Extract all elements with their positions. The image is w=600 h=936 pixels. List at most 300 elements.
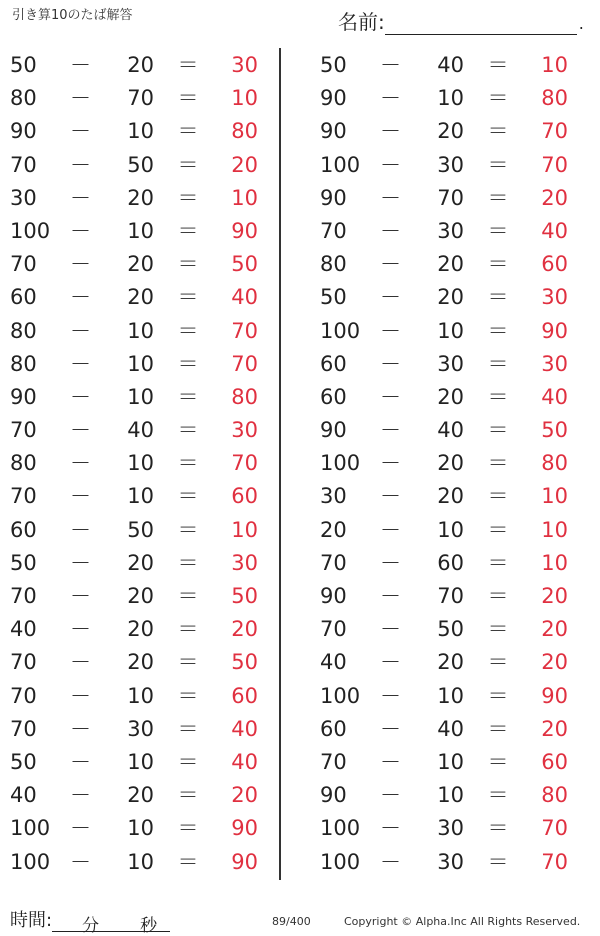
problem-row [10, 546, 260, 579]
problem-row [10, 513, 260, 546]
equals-sign: ＝ [487, 351, 509, 376]
minus-sign: － [70, 53, 91, 77]
minus-sign: － [70, 351, 91, 376]
subtrahend: 20 [127, 783, 154, 808]
minus-sign: － [70, 451, 91, 476]
copyright-notice: Copyright © Alpha.Inc All Rights Reserved. [344, 915, 581, 928]
equals-sign: ＝ [487, 749, 509, 774]
minus-sign: － [70, 484, 91, 509]
subtrahend: 40 [127, 418, 154, 443]
subtrahend: 60 [437, 550, 464, 575]
equals-sign: ＝ [177, 517, 199, 542]
answer: 70 [231, 318, 258, 343]
name-field [338, 6, 584, 35]
subtrahend: 20 [127, 185, 154, 210]
equals-sign: ＝ [487, 617, 509, 642]
subtrahend: 20 [437, 650, 464, 675]
minus-sign: － [380, 53, 401, 77]
problem-row [320, 745, 570, 778]
minus-sign: － [380, 783, 401, 808]
minuend: 70 [10, 152, 37, 177]
minuend: 70 [10, 584, 37, 608]
minus-sign: － [380, 218, 401, 243]
equals-sign: ＝ [487, 484, 509, 509]
answer: 80 [231, 384, 258, 409]
subtrahend: 20 [127, 53, 154, 77]
minuend: 90 [10, 384, 37, 409]
minuend: 80 [320, 252, 347, 277]
answer: 70 [541, 152, 568, 177]
problem-row [320, 347, 570, 380]
minuend: 50 [320, 285, 347, 310]
subtrahend: 10 [127, 484, 154, 509]
minus-sign: － [380, 550, 401, 575]
problem-row [10, 148, 260, 181]
problem-row [320, 81, 570, 114]
equals-sign: ＝ [177, 384, 199, 409]
problem-row [320, 811, 570, 844]
subtrahend: 10 [437, 683, 464, 708]
subtrahend: 50 [127, 152, 154, 177]
minus-sign: － [380, 119, 401, 144]
problem-row [320, 479, 570, 512]
minus-sign: － [380, 451, 401, 476]
equals-sign: ＝ [177, 716, 199, 741]
seconds-label: 秒 [140, 916, 158, 936]
minuend: 70 [10, 484, 37, 509]
minus-sign: － [70, 716, 91, 741]
subtrahend: 30 [437, 816, 464, 841]
minuend: 90 [320, 185, 347, 210]
minuend: 90 [320, 418, 347, 443]
equals-sign: ＝ [177, 53, 199, 77]
minuend: 50 [10, 749, 37, 774]
minus-sign: － [380, 716, 401, 741]
minus-sign: － [70, 218, 91, 243]
problem-row [10, 845, 260, 878]
equals-sign: ＝ [177, 119, 199, 144]
problem-row [10, 81, 260, 114]
column-divider [279, 48, 281, 880]
subtrahend: 20 [437, 252, 464, 277]
minuend: 40 [320, 650, 347, 675]
equals-sign: ＝ [177, 285, 199, 310]
minuend: 60 [320, 716, 347, 741]
minuend: 100 [320, 816, 361, 841]
answer: 70 [231, 451, 258, 476]
problem-row [320, 314, 570, 347]
answer: 40 [541, 384, 568, 409]
answer: 20 [541, 650, 568, 675]
subtrahend: 10 [437, 318, 464, 343]
equals-sign: ＝ [487, 384, 509, 409]
minus-sign: － [380, 849, 401, 874]
subtrahend: 10 [437, 783, 464, 808]
subtrahend: 20 [437, 484, 464, 509]
minuend: 80 [10, 351, 37, 376]
subtrahend: 10 [127, 384, 154, 409]
equals-sign: ＝ [177, 418, 199, 443]
subtrahend: 10 [437, 517, 464, 542]
subtrahend: 20 [437, 285, 464, 310]
minus-sign: － [70, 285, 91, 310]
problem-row [10, 314, 260, 347]
subtrahend: 20 [127, 650, 154, 675]
minuend: 50 [10, 53, 37, 77]
equals-sign: ＝ [177, 86, 199, 111]
equals-sign: ＝ [177, 218, 199, 243]
answer: 50 [231, 584, 258, 608]
minus-sign: － [70, 783, 91, 808]
equals-sign: ＝ [487, 550, 509, 575]
equals-sign: ＝ [487, 418, 509, 443]
answer: 30 [231, 418, 258, 443]
minuend: 50 [10, 550, 37, 575]
worksheet-title: 引き算10のたば解答 [12, 8, 133, 23]
problem-row [320, 247, 570, 280]
subtrahend: 20 [127, 252, 154, 277]
problem-row [320, 579, 570, 612]
minuend: 80 [10, 451, 37, 476]
answer: 30 [541, 285, 568, 310]
problem-row [10, 811, 260, 844]
minus-sign: － [70, 517, 91, 542]
time-blank-line [52, 911, 170, 936]
problem-row [10, 612, 260, 645]
minuend: 70 [10, 252, 37, 277]
equals-sign: ＝ [487, 683, 509, 708]
answer: 10 [231, 185, 258, 210]
equals-sign: ＝ [177, 617, 199, 642]
problem-row [10, 347, 260, 380]
equals-sign: ＝ [487, 252, 509, 277]
equals-sign: ＝ [177, 351, 199, 376]
equals-sign: ＝ [177, 584, 199, 608]
minuend: 20 [320, 517, 347, 542]
minuend: 60 [320, 384, 347, 409]
answer: 20 [541, 716, 568, 741]
minus-sign: － [70, 849, 91, 874]
answer: 70 [541, 816, 568, 841]
answer: 20 [541, 584, 568, 608]
minuend: 80 [10, 318, 37, 343]
minuend: 100 [320, 683, 361, 708]
answer: 50 [541, 418, 568, 443]
equals-sign: ＝ [487, 584, 509, 608]
minuend: 70 [320, 749, 347, 774]
answer: 30 [231, 53, 258, 77]
problem-row [320, 280, 570, 313]
problem-row [320, 645, 570, 678]
subtrahend: 30 [127, 716, 154, 741]
problem-row [10, 214, 260, 247]
subtrahend: 20 [127, 584, 154, 608]
problem-row [10, 247, 260, 280]
problem-row [320, 181, 570, 214]
problem-row [10, 645, 260, 678]
minus-sign: － [380, 351, 401, 376]
subtrahend: 70 [127, 86, 154, 111]
equals-sign: ＝ [177, 451, 199, 476]
name-label: 名前: [338, 10, 385, 34]
subtrahend: 20 [127, 550, 154, 575]
answer: 10 [541, 53, 568, 77]
answer: 10 [231, 517, 258, 542]
minus-sign: － [70, 418, 91, 443]
problem-row [320, 546, 570, 579]
subtrahend: 20 [437, 384, 464, 409]
minuend: 70 [320, 218, 347, 243]
minus-sign: － [380, 584, 401, 608]
problem-row [320, 612, 570, 645]
answer: 90 [231, 849, 258, 874]
minuend: 70 [320, 550, 347, 575]
answer: 80 [231, 119, 258, 144]
subtrahend: 30 [437, 152, 464, 177]
minuend: 70 [10, 716, 37, 741]
minus-sign: － [70, 86, 91, 111]
equals-sign: ＝ [487, 849, 509, 874]
minuend: 90 [320, 86, 347, 111]
minuend: 100 [320, 849, 361, 874]
equals-sign: ＝ [487, 285, 509, 310]
minus-sign: － [70, 749, 91, 774]
problem-row [10, 114, 260, 147]
subtrahend: 30 [437, 218, 464, 243]
problem-row [320, 413, 570, 446]
answer: 90 [541, 683, 568, 708]
equals-sign: ＝ [177, 849, 199, 874]
subtrahend: 10 [127, 849, 154, 874]
equals-sign: ＝ [487, 218, 509, 243]
subtrahend: 70 [437, 584, 464, 608]
subtrahend: 10 [127, 318, 154, 343]
minuend: 50 [320, 53, 347, 77]
subtrahend: 50 [437, 617, 464, 642]
problem-row [320, 48, 570, 81]
minus-sign: － [380, 749, 401, 774]
subtrahend: 70 [437, 185, 464, 210]
minuend: 40 [10, 617, 37, 642]
equals-sign: ＝ [177, 550, 199, 575]
answer: 20 [231, 783, 258, 808]
equals-sign: ＝ [487, 86, 509, 111]
equals-sign: ＝ [177, 816, 199, 841]
subtrahend: 10 [127, 218, 154, 243]
minuend: 30 [320, 484, 347, 509]
subtrahend: 40 [437, 418, 464, 443]
answer: 70 [541, 849, 568, 874]
minus-sign: － [380, 185, 401, 210]
minuend: 100 [320, 318, 361, 343]
problem-row [10, 280, 260, 313]
minus-sign: － [70, 318, 91, 343]
equals-sign: ＝ [487, 318, 509, 343]
subtrahend: 10 [127, 816, 154, 841]
equals-sign: ＝ [177, 318, 199, 343]
equals-sign: ＝ [487, 716, 509, 741]
answer: 90 [541, 318, 568, 343]
answer: 40 [231, 716, 258, 741]
problem-row [10, 745, 260, 778]
equals-sign: ＝ [177, 683, 199, 708]
answer: 50 [231, 252, 258, 277]
subtrahend: 30 [437, 849, 464, 874]
equals-sign: ＝ [177, 650, 199, 675]
subtrahend: 10 [127, 351, 154, 376]
answer: 60 [541, 749, 568, 774]
problem-row [320, 380, 570, 413]
minuend: 60 [10, 517, 37, 542]
minuend: 90 [320, 783, 347, 808]
problem-row [10, 712, 260, 745]
answer: 70 [541, 119, 568, 144]
minuend: 100 [320, 152, 361, 177]
answer: 50 [231, 650, 258, 675]
problem-row [10, 778, 260, 811]
answer: 30 [541, 351, 568, 376]
minuend: 100 [320, 451, 361, 476]
minus-sign: － [70, 550, 91, 575]
subtrahend: 40 [437, 716, 464, 741]
answer: 80 [541, 451, 568, 476]
equals-sign: ＝ [487, 53, 509, 77]
answer: 80 [541, 783, 568, 808]
minus-sign: － [70, 650, 91, 675]
equals-sign: ＝ [177, 783, 199, 808]
minuend: 60 [10, 285, 37, 310]
minus-sign: － [380, 152, 401, 177]
answer: 90 [231, 218, 258, 243]
problem-row [320, 214, 570, 247]
minus-sign: － [380, 683, 401, 708]
time-label: 時間: [10, 910, 53, 931]
minus-sign: － [380, 650, 401, 675]
problem-row [10, 48, 260, 81]
minus-sign: － [380, 816, 401, 841]
minuend: 80 [10, 86, 37, 111]
problem-row [10, 413, 260, 446]
minus-sign: － [70, 816, 91, 841]
answer: 40 [231, 285, 258, 310]
left-problem-column [10, 48, 260, 878]
equals-sign: ＝ [487, 517, 509, 542]
subtrahend: 20 [127, 285, 154, 310]
equals-sign: ＝ [487, 816, 509, 841]
minuend: 60 [320, 351, 347, 376]
problem-row [320, 778, 570, 811]
minuend: 90 [320, 584, 347, 608]
equals-sign: ＝ [487, 650, 509, 675]
minuend: 100 [10, 816, 51, 841]
minuend: 30 [10, 185, 37, 210]
minutes-label: 分 [82, 916, 100, 936]
minus-sign: － [70, 384, 91, 409]
name-blank-line [385, 14, 577, 35]
answer: 10 [541, 484, 568, 509]
problem-row [320, 712, 570, 745]
time-field [10, 906, 170, 936]
page-number: 89/400 [272, 915, 311, 928]
answer: 10 [231, 86, 258, 111]
problem-row [320, 679, 570, 712]
answer: 60 [231, 683, 258, 708]
answer: 20 [541, 617, 568, 642]
equals-sign: ＝ [487, 185, 509, 210]
answer: 10 [541, 550, 568, 575]
minus-sign: － [380, 86, 401, 111]
answer: 40 [231, 749, 258, 774]
minus-sign: － [380, 617, 401, 642]
answer: 60 [541, 252, 568, 277]
minus-sign: － [380, 384, 401, 409]
minus-sign: － [380, 484, 401, 509]
equals-sign: ＝ [177, 152, 199, 177]
subtrahend: 10 [437, 749, 464, 774]
problem-row [10, 579, 260, 612]
minuend: 70 [10, 683, 37, 708]
minus-sign: － [70, 683, 91, 708]
subtrahend: 40 [437, 53, 464, 77]
subtrahend: 20 [437, 451, 464, 476]
minus-sign: － [380, 517, 401, 542]
subtrahend: 20 [127, 617, 154, 642]
minus-sign: － [380, 285, 401, 310]
minus-sign: － [380, 252, 401, 277]
minus-sign: － [380, 318, 401, 343]
subtrahend: 10 [127, 119, 154, 144]
subtrahend: 10 [437, 86, 464, 111]
answer: 70 [231, 351, 258, 376]
minuend: 40 [10, 783, 37, 808]
equals-sign: ＝ [177, 185, 199, 210]
problem-row [320, 114, 570, 147]
minuend: 100 [10, 849, 51, 874]
answer: 30 [231, 550, 258, 575]
equals-sign: ＝ [177, 252, 199, 277]
minus-sign: － [380, 418, 401, 443]
equals-sign: ＝ [487, 152, 509, 177]
equals-sign: ＝ [177, 749, 199, 774]
minuend: 70 [10, 418, 37, 443]
subtrahend: 50 [127, 517, 154, 542]
answer: 80 [541, 86, 568, 111]
minuend: 90 [10, 119, 37, 144]
problem-row [320, 148, 570, 181]
subtrahend: 30 [437, 351, 464, 376]
subtrahend: 10 [127, 683, 154, 708]
answer: 20 [231, 617, 258, 642]
problem-row [320, 513, 570, 546]
problem-row [10, 380, 260, 413]
equals-sign: ＝ [487, 451, 509, 476]
problem-row [10, 479, 260, 512]
minus-sign: － [70, 252, 91, 277]
answer: 40 [541, 218, 568, 243]
minuend: 70 [320, 617, 347, 642]
minus-sign: － [70, 119, 91, 144]
answer: 20 [541, 185, 568, 210]
equals-sign: ＝ [177, 484, 199, 509]
problem-row [10, 446, 260, 479]
equals-sign: ＝ [487, 783, 509, 808]
subtrahend: 20 [437, 119, 464, 144]
equals-sign: ＝ [487, 119, 509, 144]
minuend: 90 [320, 119, 347, 144]
right-problem-column [320, 48, 570, 878]
problem-row [320, 845, 570, 878]
answer: 10 [541, 517, 568, 542]
